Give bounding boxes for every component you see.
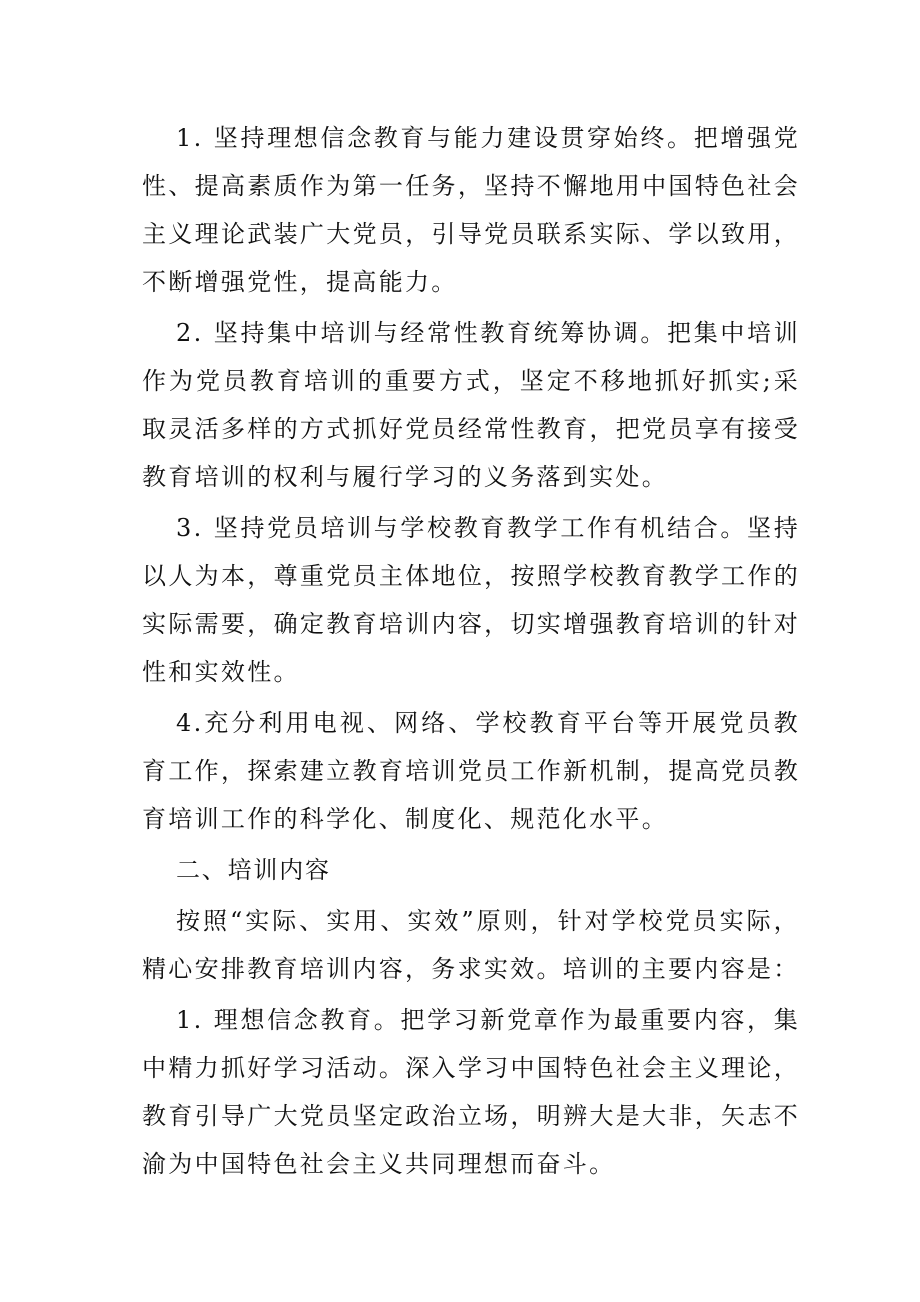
- paragraph-principle-3: 3. 坚持党员培训与学校教育教学工作有机结合。坚持以人为本，尊重党员主体地位，按照学校教育教学工作的实际需要，确定教育培训内容，切实增强教育培训的针对性和实效性。: [142, 514, 800, 686]
- paragraph-training-item-1: 1. 理想信念教育。把学习新党章作为最重要内容，集中精力抓好学习活动。深入学习中国特色社会主义理论，教育引导广大党员坚定政治立场，明辨大是大非，矢志不渝为中国特色社会主义共同理想而奋斗。: [142, 1006, 800, 1178]
- paragraph-principle-4: 4.充分利用电视、网络、学校教育平台等开展党员教育工作，探索建立教育培训党员工作新机制，提高党员教育培训工作的科学化、制度化、规范化水平。: [142, 709, 800, 833]
- paragraph-principle-2: 2. 坚持集中培训与经常性教育统筹协调。把集中培训作为党员教育培训的重要方式，坚定不移地抓好抓实;采取灵活多样的方式抓好党员经常性教育，把党员享有接受教育培训的权利与履行学习的义务落到实处。: [142, 319, 800, 491]
- paragraph-principle-1: 1. 坚持理想信念教育与能力建设贯穿始终。把增强党性、提高素质作为第一任务，坚持不懈地用中国特色社会主义理论武装广大党员，引导党员联系实际、学以致用，不断增强党性，提高能力。: [142, 124, 800, 296]
- paragraph-training-intro: 按照“实际、实用、实效”原则，针对学校党员实际，精心安排教育培训内容，务求实效。培训的主要内容是：: [142, 907, 800, 983]
- section-heading-training-content: 二、培训内容: [176, 856, 331, 884]
